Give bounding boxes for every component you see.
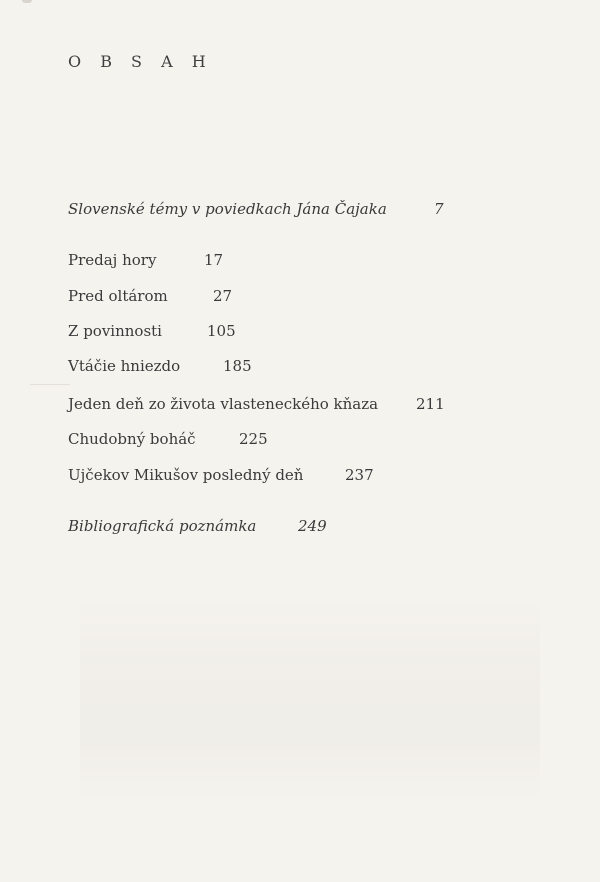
- toc-entry-title: Z povinnosti: [68, 322, 162, 340]
- toc-entry-page-number: 249: [298, 517, 327, 535]
- toc-entry-title: Predaj hory: [68, 251, 157, 269]
- toc-entry-title: Slovenské témy v poviedkach Jána Čajaka: [68, 200, 387, 218]
- contents-heading: O B S A H: [68, 52, 213, 71]
- toc-entry-page-number: 7: [434, 200, 444, 218]
- toc-entry-page-number: 211: [416, 395, 445, 413]
- toc-entry-page-number: 185: [223, 357, 252, 375]
- toc-entry-page-number: 27: [213, 287, 233, 305]
- toc-entry-page-number: 237: [345, 466, 374, 484]
- toc-entry-title: Ujčekov Mikušov posledný deň: [68, 466, 304, 484]
- toc-entry-title: Bibliografická poznámka: [68, 517, 257, 535]
- toc-entry-title: Pred oltárom: [68, 287, 168, 305]
- toc-entry-title: Jeden deň zo života vlasteneckého kňaza: [68, 395, 379, 413]
- toc-entry-page-number: 17: [204, 251, 224, 269]
- toc-entry-title: Vtáčie hniezdo: [68, 357, 181, 375]
- toc-entry-page-number: 225: [239, 430, 268, 448]
- toc-entry-page-number: 105: [207, 322, 236, 340]
- toc-entry-title: Chudobný boháč: [68, 430, 196, 448]
